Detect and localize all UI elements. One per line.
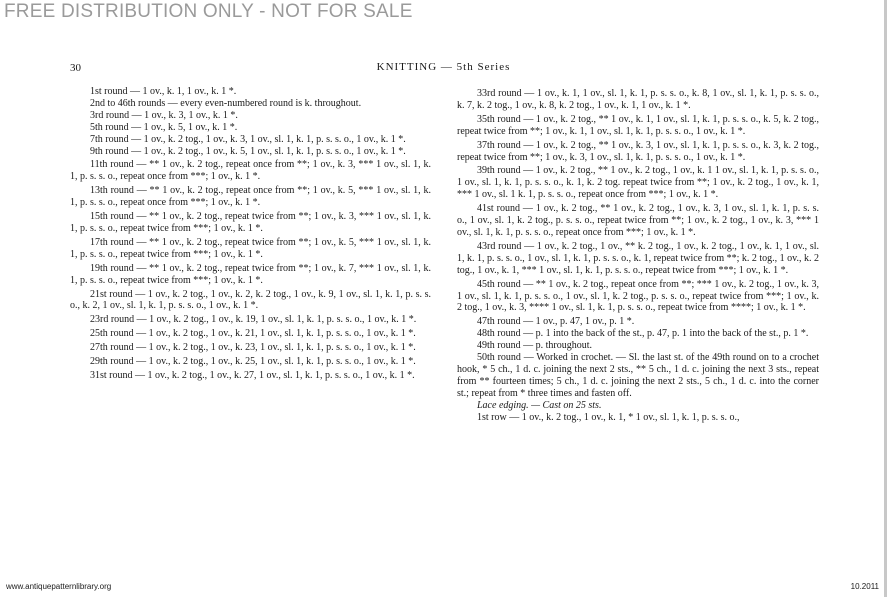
instruction-line: 39th round — 1 ov., k. 2 tog., ** 1 ov., k. 2 tog., 1 ov., k. 1 1 ov., sl. 1, k. 1, p. s. s. o., 1 ov., sl. 1, k. 1, p. s. s. o., k. 1, k. 2 tog. repeat twice from **; 1 ov., k. 2 tog., 1 ov., k. 1, *** 1 ov., sl. 1 k. 1, p. s. s. o., repeat once from ***; 1 ov., k. 1 *. — [457, 165, 819, 201]
instruction-line: 7th round — 1 ov., k. 2 tog., 1 ov., k. 3, 1 ov., sl. 1, k. 1, p. s. s. o., 1 ov., k. 1 *. — [90, 133, 406, 145]
instruction-line: 43rd round — 1 ov., k. 2 tog., 1 ov., ** k. 2 tog., 1 ov., k. 2 tog., 1 ov., k. 1, 1 ov., sl. 1, k. 1, p. s. s. o., 1 ov., sl. 1, k. 1, p. s. s. o., k. 1, repeat twice from **; k. 2 tog., 1 ov., k. 2 tog., 1 ov., k. 1, *** 1 ov., sl. 1, k. 1, p. s. s. o., repeat twice from ***; 1 ov., k. 1 *. — [457, 240, 820, 276]
instruction-line: 27th round — 1 ov., k. 2 tog., 1 ov., k. 23, 1 ov., sl. 1, k. 1, p. s. s. o., 1 ov., k. 1 *. — [90, 342, 416, 354]
instruction-line: 9th round — 1 ov., k. 2 tog., 1 ov., k. 5, 1 ov., sl. 1, k. 1, p. s. s. o., 1 ov., k. 1 *. — [90, 145, 406, 157]
instruction-line: 1st round — 1 ov., k. 1, 1 ov., k. 1 *. — [90, 86, 237, 97]
instruction-line: 15th round — ** 1 ov., k. 2 tog., repeat twice from **; 1 ov., k. 3, *** 1 ov., sl. 1, k. 1, p. s. s. o., repeat twice from ***; 1 ov., k. 1 *. — [70, 211, 431, 234]
instruction-line: 29th round — 1 ov., k. 2 tog., 1 ov., k. 25, 1 ov., sl. 1, k. 1, p. s. s. o., 1 ov., k. 1 *. — [90, 356, 416, 368]
instruction-line: 3rd round — 1 ov., k. 3, 1 ov., k. 1 *. — [90, 109, 238, 121]
instruction-line: 13th round — ** 1 ov., k. 2 tog., repeat once from **; 1 ov., k. 5, *** 1 ov., sl. 1, k. 1, p. s. s. o., repeat once from ***; 1 ov., k. 1 *. — [70, 185, 431, 209]
instruction-line: 5th round — 1 ov., k. 5, 1 ov., k. 1 *. — [90, 121, 238, 133]
instruction-line: 41st round — 1 ov., k. 2 tog., ** 1 ov., k. 2 tog., 1 ov., k. 3, 1 ov., sl. 1, k. 1, p. s. s. o., 1 ov., sl. 1, k. 2 tog., p. s. s. o., repeat twice from **; 1 ov., k. 2 tog., 1 ov., k. 3, *** 1 ov., sl. 1, k. 1, p. s. s. o., repeat once from ***; 1 ov., k. 1 *. — [457, 203, 819, 238]
instruction-line: 1st row — 1 ov., k. 2 tog., 1 ov., k. 1, * 1 ov., sl. 1, k. 1, p. s. s. o., — [477, 411, 740, 423]
instruction-line: 19th round — ** 1 ov., k. 2 tog., repeat twice from **; 1 ov., k. 7, *** 1 ov., sl. 1, k. 1, p. s. s. o., repeat twice from ***; 1 ov., k. 1 *. — [70, 262, 431, 286]
instruction-line: 50th round — Worked in crochet. — Sl. the last st. of the 49th round on to a crochet hook, * 5 ch., 1 d. c. joining the next 2 sts., ** 5 ch., 1 d. c. joining the next 3 sts., repeat from ** fourteen times; 5 ch., 1 d. c. joining the next 2 sts., 5 ch., 1 d. c. into the corner st.; repeat from * three times and fasten off. — [457, 352, 819, 399]
instruction-line: 25th round — 1 ov., k. 2 tog., 1 ov., k. 21, 1 ov., sl. 1, k. 1, p. s. s. o., 1 ov., k. 1 *. — [90, 328, 416, 340]
instruction-line: 33rd round — 1 ov., k. 1, 1 ov., sl. 1, k. 1, p. s. s. o., k. 8, 1 ov., sl. 1, k. 1, p. s. s. o., k. 7, k. 2 tog., 1 ov., k. 8, k. 2 tog., 1 ov., k. 1, 1 ov., k. 1 *. — [457, 88, 819, 111]
footer-source-link[interactable]: www.antiquepatternlibrary.org — [6, 582, 112, 591]
instruction-line: 11th round — ** 1 ov., k. 2 tog., repeat once from **; 1 ov., k. 3, *** 1 ov., sl. 1, k. 1, p. s. s. o., repeat once from ***; 1 ov., k. 1 *. — [70, 159, 431, 183]
running-header: KNITTING — 5th Series — [376, 61, 511, 73]
right-column — [457, 88, 819, 423]
instruction-line: 48th round — p. 1 into the back of the st., p. 47, p. 1 into the back of the st., p. 1 *. — [477, 328, 809, 340]
instruction-line: 49th round — p. throughout. — [477, 340, 592, 352]
distribution-banner: FREE DISTRIBUTION ONLY - NOT FOR SALE — [4, 1, 413, 22]
footer-date: 10.2011 — [850, 582, 879, 591]
instruction-line: 31st round — 1 ov., k. 2 tog., 1 ov., k. 27, 1 ov., sl. 1, k. 1, p. s. s. o., 1 ov., k. 1 *. — [90, 369, 415, 381]
instruction-line: 21st round — 1 ov., k. 2 tog., 1 ov., k. 2, k. 2 tog., 1 ov., k. 9, 1 ov., sl. 1, k. 1, p. s. s. o., k. 2, 1 ov., sl. 1, k. 1, p. s. s. o., 1 ov., k. 1 *. — [70, 288, 431, 312]
instruction-line: 47th round — 1 ov., p. 47, 1 ov., p. 1 *. — [477, 316, 635, 328]
instruction-line: 17th round — ** 1 ov., k. 2 tog., repeat twice from **; 1 ov., k. 5, *** 1 ov., sl. 1, k. 1, p. s. s. o., repeat twice from ***; 1 ov., k. 1 *. — [70, 236, 431, 260]
left-column — [70, 86, 431, 382]
instruction-line: 37th round — 1 ov., k. 2 tog., ** 1 ov., k. 3, 1 ov., sl. 1, k. 1, p. s. s. o., k. 3, k. 2 tog., repeat twice from **; 1 ov., k. 3, 1 ov., sl. 1, k. 1, p. s. s. o., 1 ov., k. 1 *. — [457, 139, 819, 163]
instruction-line: 45th round — ** 1 ov., k. 2 tog., repeat once from **; *** 1 ov., k. 2 tog., 1 ov., k. 3, 1 ov., sl. 1, k. 1, p. s. s. o., 1 ov., sl. 1, k. 2 tog., p. s. s. o., repeat twice from ***; 1 ov., k. 2 tog., 1 ov., k. 3, **** 1 ov., sl. 1, k. 1, p. s. s. o., repeat twice from ****; 1 ov., k. 1 *. — [457, 278, 819, 314]
instruction-line: 35th round — 1 ov., k. 2 tog., ** 1 ov., k. 1, 1 ov., sl. 1, k. 1, p. s. s. o., k. 5, k. 2 tog., repeat twice from **; 1 ov., k. 1, 1 ov., sl. 1, k. 1, p. s. s. o., 1 ov., k. 1 *. — [457, 113, 819, 137]
instruction-line: 23rd round — 1 ov., k. 2 tog., 1 ov., k. 19, 1 ov., sl. 1, k. 1, p. s. s. o., 1 ov., k. 1 *. — [90, 314, 417, 326]
section-heading: Lace edging. — Cast on 25 sts. — [477, 399, 602, 411]
page-number: 30 — [70, 62, 81, 74]
instruction-line: 2nd to 46th rounds — every even-numbered round is k. throughout. — [90, 97, 362, 109]
